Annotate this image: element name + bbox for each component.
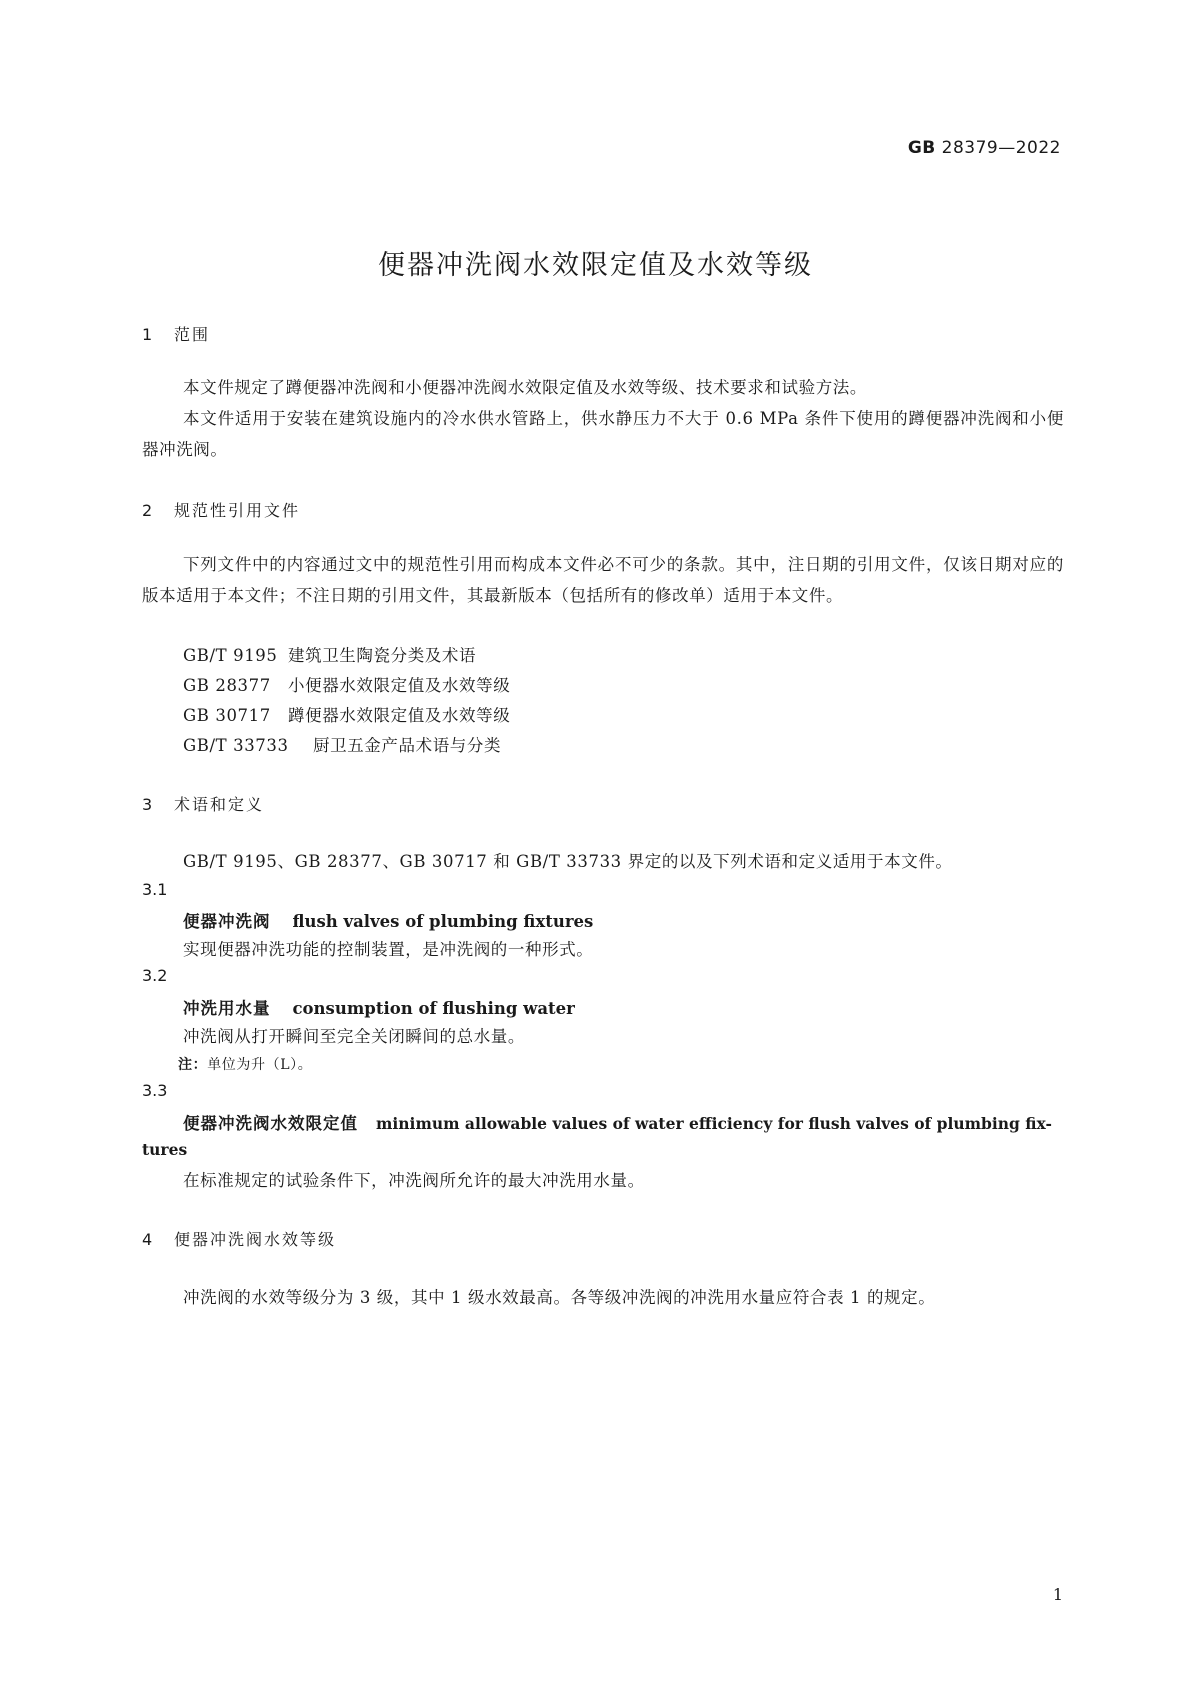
reference-title: 厨卫五金产品术语与分类 [313,736,502,755]
note-label: 注： [178,1057,208,1073]
section-title: 范围 [174,325,211,344]
term-entry [183,1110,1052,1134]
document-title: 便器冲洗阀水效限定值及水效等级 [378,250,813,281]
reference-item [183,642,476,666]
reference-code: GB/T 33733 [183,736,289,755]
term-english: flush valves of plumbing fixtures [292,912,594,931]
term-entry [183,908,593,932]
reference-title: 蹲便器水效限定值及水效等级 [288,706,511,725]
term-definition: 在标准规定的试验条件下，冲洗阀所允许的最大冲洗用水量。 [183,1171,645,1190]
term-chinese: 冲洗用水量 [183,999,271,1018]
section-1-heading [142,322,210,345]
section-3-paragraph-1: GB/T 9195、GB 28377、GB 30717 和 GB/T 33733 界定的以及下列术语和定义适用于本文件。 [183,852,953,871]
standard-number [908,138,1061,158]
section-title: 术语和定义 [174,795,265,814]
term-number: 3.1 [142,880,168,899]
term-english-continuation [142,1140,187,1159]
standard-code: 28379—2022 [941,138,1061,158]
term-chinese: 便器冲洗阀水效限定值 [183,1114,358,1133]
reference-title: 小便器水效限定值及水效等级 [288,676,511,695]
section-2-paragraph-1: 下列文件中的内容通过文中的规范性引用而构成本文件必不可少的条款。其中，注日期的引用文件，仅该日期对应的版本适用于本文件；不注日期的引用文件，其最新版本（包括所有的修改单）适用于本文件。 [142,555,1064,605]
section-number: 2 [142,501,155,520]
term-definition: 实现便器冲洗功能的控制装置，是冲洗阀的一种形式。 [183,940,594,959]
section-title: 规范性引用文件 [174,501,301,520]
term-english: consumption of flushing water [292,999,575,1018]
reference-title: 建筑卫生陶瓷分类及术语 [288,646,477,665]
reference-item [183,672,510,696]
standard-prefix: GB [907,138,936,158]
section-title: 便器冲洗阀水效等级 [174,1230,337,1249]
reference-code: GB 30717 [183,706,271,725]
section-4-heading [142,1227,336,1250]
term-english-cont: tures [142,1140,188,1159]
reference-item [183,732,501,756]
term-english: minimum allowable values of water efficiency for flush valves of plumbing fix- [376,1114,1052,1133]
reference-item [183,702,510,726]
term-definition: 冲洗阀从打开瞬间至完全关闭瞬间的总水量。 [183,1027,525,1046]
note-text: 单位为升（L）。 [207,1057,313,1073]
section-1-paragraph-2: 本文件适用于安装在建筑设施内的冷水供水管路上，供水静压力不大于 0.6 MPa 条件下使用的蹲便器冲洗阀和小便器冲洗阀。 [142,409,1064,459]
section-number: 4 [142,1230,155,1249]
reference-code: GB 28377 [183,676,271,695]
term-entry [183,995,575,1019]
section-number: 1 [142,325,155,344]
page-number: 1 [1052,1585,1063,1604]
section-1-paragraph-1: 本文件规定了蹲便器冲洗阀和小便器冲洗阀水效限定值及水效等级、技术要求和试验方法。 [183,378,867,397]
term-note [178,1054,312,1074]
reference-code: GB/T 9195 [183,646,278,665]
section-3-heading [142,792,264,815]
term-number: 3.2 [142,966,168,985]
term-chinese: 便器冲洗阀 [183,912,271,931]
section-4-paragraph-1: 冲洗阀的水效等级分为 3 级，其中 1 级水效最高。各等级冲洗阀的冲洗用水量应符合表 1 的规定。 [183,1288,936,1307]
section-number: 3 [142,795,155,814]
section-2-heading [142,498,300,521]
term-number: 3.3 [142,1081,168,1100]
